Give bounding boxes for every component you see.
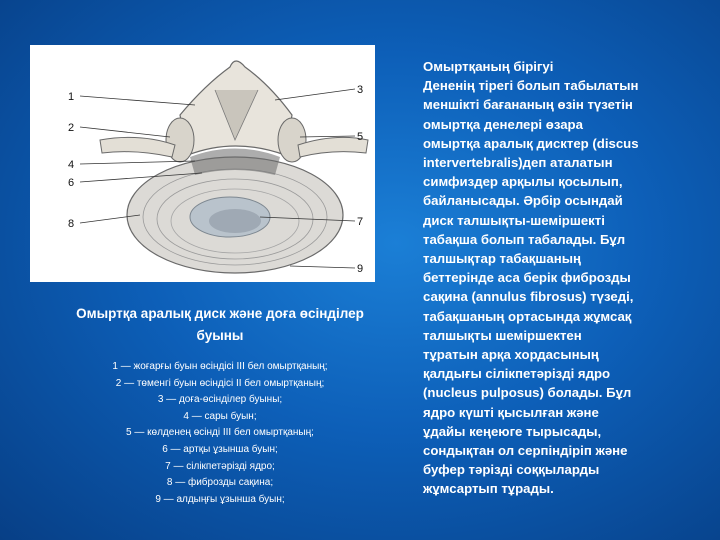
- label-3: 3: [357, 84, 364, 96]
- label-8: 8: [68, 218, 75, 230]
- label-2: 2: [68, 122, 75, 134]
- body-line: Дененің тірегі болып табылатын: [423, 78, 639, 94]
- legend-item: 2 — төменгі буын өсіндісі II бел омыртқаның;: [115, 377, 325, 389]
- body-line: жұмсартып тұрады.: [423, 481, 554, 497]
- body-line: ұдайы кеңеюге тырысады,: [423, 423, 602, 439]
- figure-legend: [40, 359, 400, 508]
- body-line: Омыртқаның бірігуі: [423, 59, 554, 74]
- body-line: табақшаның ортасында жұмсақ: [423, 308, 632, 324]
- label-7: 7: [357, 216, 364, 228]
- label-5: 5: [357, 131, 364, 143]
- label-6: 6: [68, 177, 75, 189]
- legend-item: 5 — көлденең өсінді III бел омыртқаның;: [126, 427, 314, 439]
- body-line: байланысады. Әрбір осындай: [423, 193, 623, 209]
- body-line: талшықтар табақшаның: [423, 251, 581, 267]
- label-1: 1: [68, 91, 75, 103]
- legend-item: 3 — доға-өсінділер буыны;: [157, 394, 283, 406]
- label-4: 4: [68, 159, 75, 171]
- body-line: (nucleus pulposus) болады. Бұл: [423, 385, 632, 401]
- body-line: сондықтан ол серпіндіріп және: [423, 443, 628, 459]
- body-line: сақина (annulus fibrosus) түзеді,: [423, 289, 634, 305]
- body-line: тұратын арқа хордасының: [423, 347, 599, 363]
- vertebra-illustration: [30, 45, 375, 282]
- body-line: табақша болып табалады. Бұл: [423, 231, 626, 247]
- legend-item: 7 — сілікпетәрізді ядро;: [165, 460, 275, 472]
- caption-title-line: буыны: [196, 328, 244, 343]
- body-line: талшықты шеміршектен: [423, 327, 582, 343]
- legend-item: 9 — алдыңғы ұзынша буын;: [155, 493, 285, 505]
- figure-caption-title: [30, 303, 410, 347]
- body-paragraph: [423, 57, 713, 499]
- legend-item: 4 — сары буын;: [183, 410, 257, 422]
- body-line: омыртқа аралық дисктер (discus: [423, 135, 639, 151]
- body-line: қалдығы сілікпетәрізді ядро: [423, 366, 611, 382]
- legend-item: 8 — фиброзды сақина;: [166, 477, 274, 489]
- body-line: симфиздер арқылы қосылып,: [423, 174, 623, 190]
- body-line: буфер тәрізді соққыларды: [423, 462, 600, 478]
- label-9: 9: [357, 263, 364, 275]
- body-line: диск талшықты-шеміршекті: [423, 212, 605, 228]
- body-line: ядро күшті қысылған және: [423, 404, 599, 420]
- caption-title-line: Омыртқа аралық диск және доға өсінділер: [76, 306, 364, 321]
- body-line: беттерінде аса берік фиброзды: [423, 270, 631, 286]
- legend-item: 1 — жоғарғы буын өсіндісі III бел омыртқаның;: [112, 361, 328, 372]
- legend-item: 6 — артқы ұзынша буын;: [162, 443, 278, 455]
- vertebra-drawing: [30, 45, 375, 282]
- transverse-process-left: [100, 137, 175, 157]
- body-line: меншікті бағананың өзін түзетін: [423, 97, 633, 113]
- body-line: омыртқа денелері өзара: [423, 116, 583, 132]
- body-line: intervertebralis)деп аталатын: [423, 155, 613, 171]
